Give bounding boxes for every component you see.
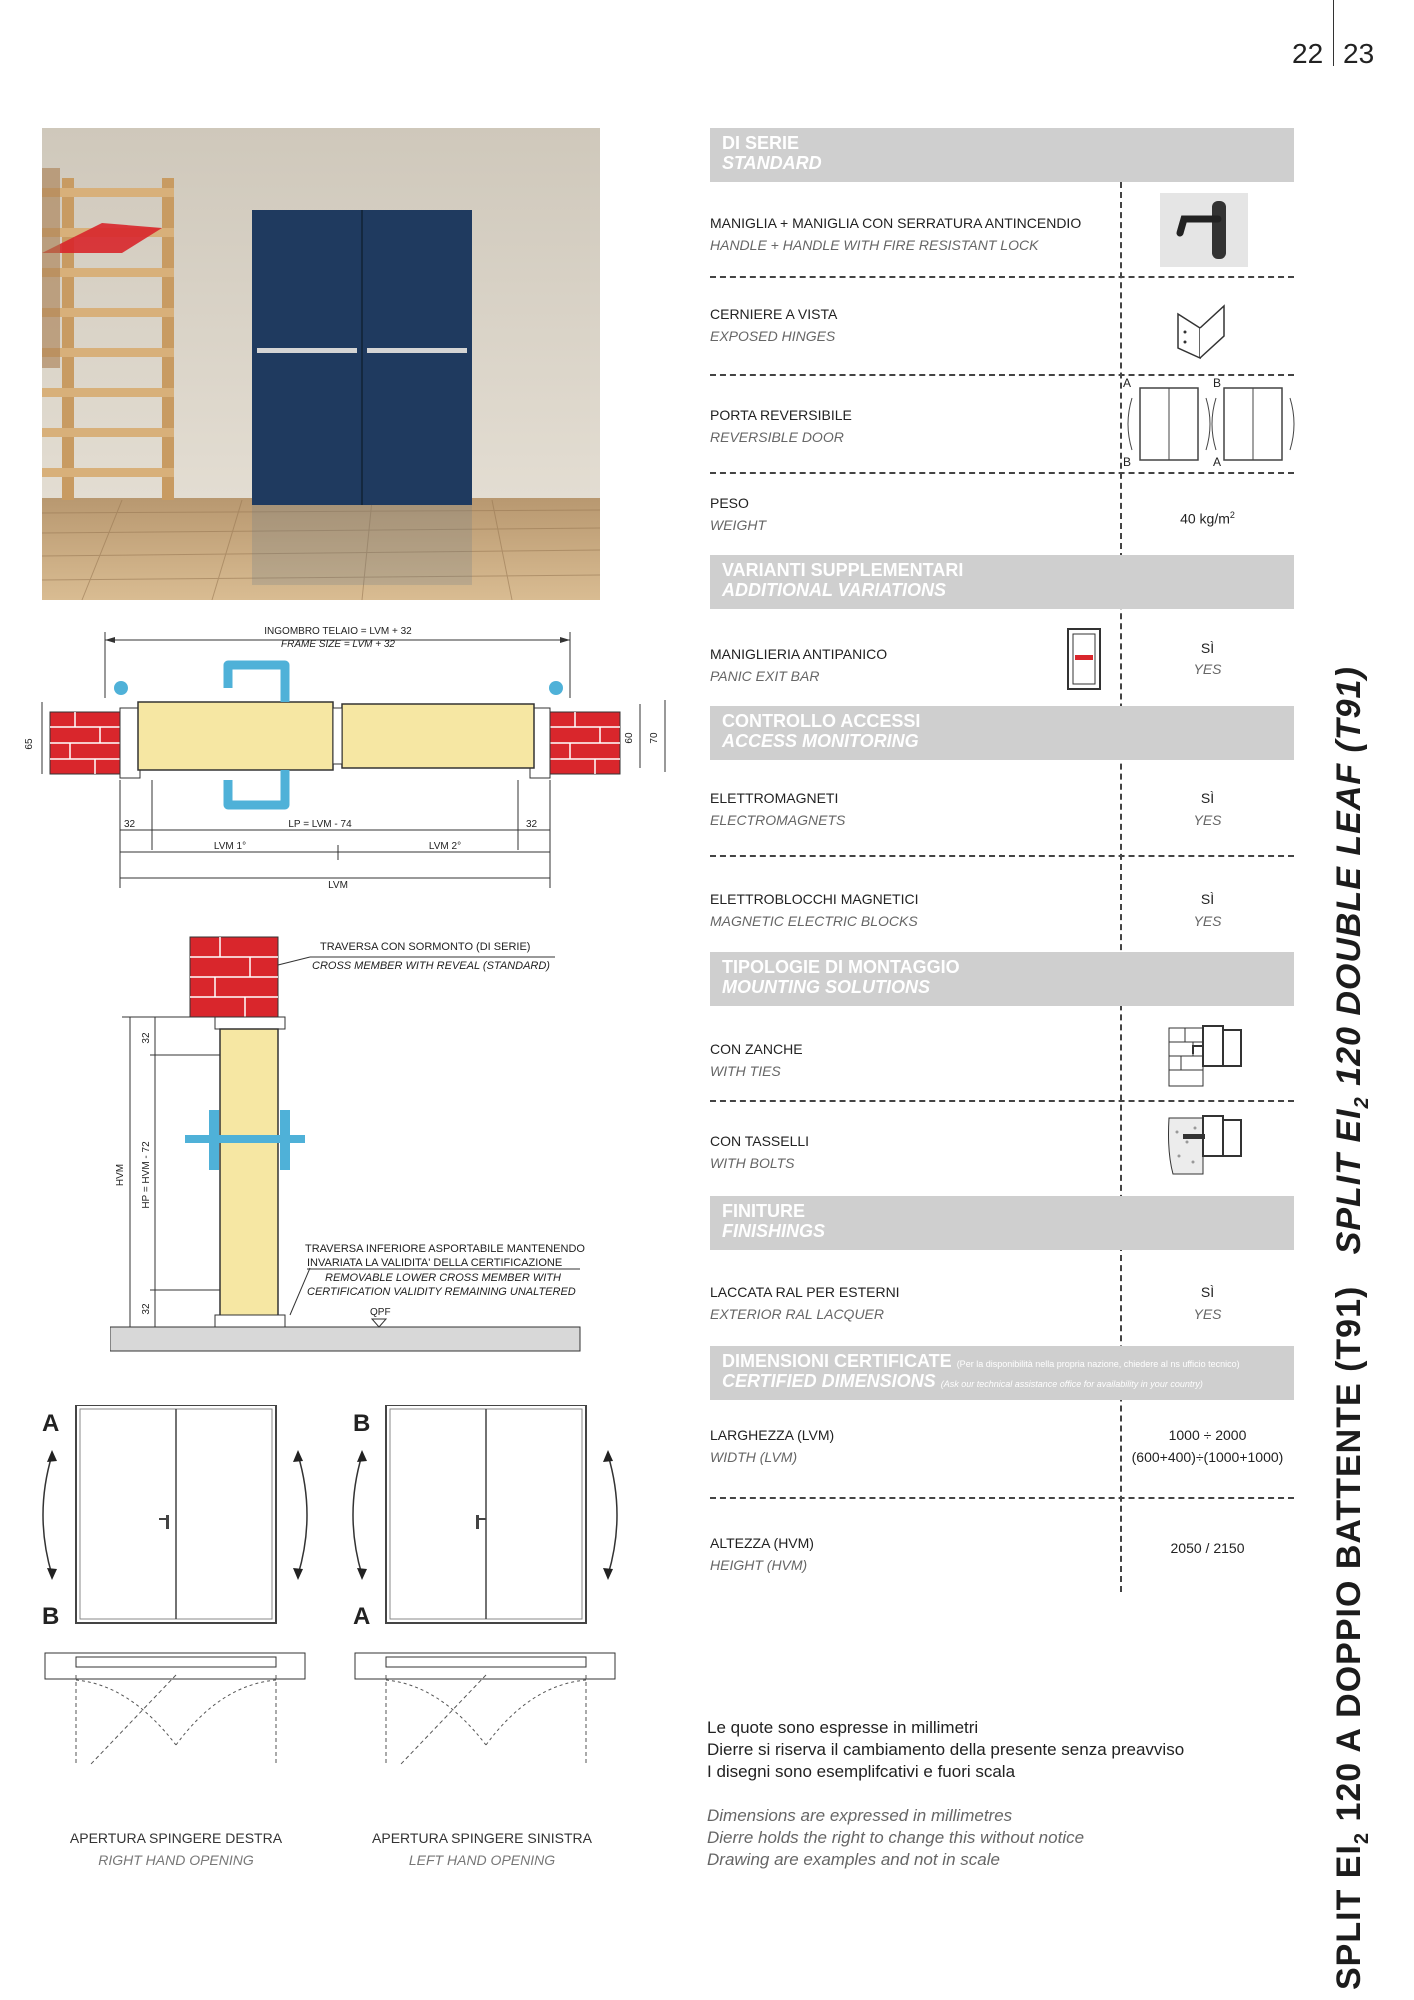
lacquer-value-en: YES	[1193, 1306, 1222, 1322]
row-height-it: ALTEZZA (HVM)	[710, 1535, 814, 1551]
row-reversible-it: PORTA REVERSIBILE	[710, 407, 852, 423]
dim-65: 65	[24, 738, 35, 750]
vertical-section-drawing	[110, 935, 630, 1355]
panic-bar-icon	[1066, 627, 1102, 691]
electromagnets-value-it: SÌ	[1200, 790, 1215, 806]
weight-value: 40 $kg/m^2$	[1180, 510, 1235, 527]
row-hinges-it: CERNIERE A VISTA	[710, 306, 838, 322]
electroblocks-value-en: YES	[1193, 913, 1222, 929]
product-title-vertical: SPLIT $EI_2$ 120 A DOPPIO BATTENTE (T91) SPLIT $EI_2$ 120 DOUBLE LEAF (T91)	[1330, 666, 1373, 1990]
brick-wall-top	[190, 937, 278, 1017]
dim-32-right: 32	[526, 819, 538, 830]
height-value: 2050 / 2150	[1170, 1540, 1245, 1556]
ties-icon	[1165, 1022, 1245, 1092]
right-hand-opening-drawing	[40, 1405, 330, 1805]
bottom-cross-en2: CERTIFICATION VALIDITY REMAINING UNALTERED	[307, 1286, 576, 1298]
right-opening-caption-en: RIGHT HAND OPENING	[98, 1852, 254, 1868]
row-divider	[710, 855, 1294, 857]
reversible-label-a2: A	[1213, 455, 1222, 469]
plan-section-drawing	[20, 620, 700, 890]
section-finishings: FINITURE FINISHINGS	[710, 1196, 1294, 1250]
dim-60: 60	[624, 732, 635, 744]
page-number-divider	[1333, 0, 1334, 66]
bottom-cross-it1: TRAVERSA INFERIORE ASPORTABILE MANTENENDO	[305, 1243, 585, 1255]
row-lacquer-it: LACCATA RAL PER ESTERNI	[710, 1284, 900, 1300]
row-electroblocks-it: ELETTROBLOCCHI MAGNETICI	[710, 891, 919, 907]
row-ties-en: WITH TIES	[710, 1063, 781, 1079]
row-hinges-en: EXPOSED HINGES	[710, 328, 836, 344]
footer-note-it-2: Dierre si riserva il cambiamento della presente senza preavviso	[707, 1740, 1185, 1759]
page-number-right: 23	[1343, 38, 1375, 69]
reversible-door-icon	[1120, 378, 1300, 468]
footer-note-en-1: Dimensions are expressed in millimetres	[707, 1806, 1013, 1825]
frame-dim-it: INGOMBRO TELAIO = LVM + 32	[264, 626, 412, 637]
row-handle-it: MANIGLIA + MANIGLIA CON SERRATURA ANTINCENDIO	[710, 215, 1082, 231]
product-photo	[42, 128, 600, 600]
row-lacquer-en: EXTERIOR RAL LACQUER	[710, 1306, 885, 1322]
dim-hvm: HVM	[115, 1163, 126, 1187]
frame-dim-en: FRAME SIZE = LVM + 32	[281, 639, 395, 650]
dim-lvm: LVM	[328, 880, 348, 890]
section-access: CONTROLLO ACCESSI ACCESS MONITORING	[710, 706, 1294, 760]
dim-lvm2: LVM 2°	[428, 841, 462, 852]
row-divider	[710, 1100, 1294, 1102]
dim-32-bottom: 32	[141, 1303, 152, 1315]
panic-value-en: YES	[1193, 661, 1222, 677]
brick-wall-right	[550, 712, 620, 774]
reversible-label-b2: B	[1213, 376, 1222, 390]
left-hand-opening-drawing	[350, 1405, 640, 1805]
left-opening-caption-en: LEFT HAND OPENING	[408, 1852, 556, 1868]
row-width-en: WIDTH (LVM)	[710, 1449, 798, 1465]
row-weight-it: PESO	[710, 495, 749, 511]
opening-left-bottom-letter: A	[353, 1603, 371, 1630]
opening-left-top-letter: B	[353, 1410, 371, 1437]
row-handle-en: HANDLE + HANDLE WITH FIRE RESISTANT LOCK	[710, 237, 1039, 253]
row-weight-en: WEIGHT	[710, 517, 766, 533]
opening-right-bottom-letter: B	[42, 1603, 60, 1630]
footer-note-it-1: Le quote sono espresse in millimetri	[707, 1718, 979, 1737]
top-cross-it: TRAVERSA CON SORMONTO (DI SERIE)	[320, 941, 531, 953]
reversible-label-a1: A	[1123, 376, 1132, 390]
reversible-label-b1: B	[1123, 455, 1132, 469]
hinge-icon	[1170, 292, 1230, 362]
bottom-cross-en1: REMOVABLE LOWER CROSS MEMBER WITH	[325, 1272, 561, 1284]
dim-32-top: 32	[141, 1032, 152, 1044]
right-opening-caption-it: APERTURA SPINGERE DESTRA	[69, 1830, 283, 1846]
brick-wall-left	[50, 712, 120, 774]
lacquer-value-it: SÌ	[1200, 1284, 1215, 1300]
row-panic-en: PANIC EXIT BAR	[710, 668, 820, 684]
row-width-it: LARGHEZZA (LVM)	[710, 1427, 835, 1443]
left-opening-caption-it: APERTURA SPINGERE SINISTRA	[372, 1830, 592, 1846]
opening-right-top-letter: A	[42, 1410, 60, 1437]
width-value-leaves: (600+400)÷(1000+1000)	[1131, 1449, 1284, 1465]
page-number-left: 22	[1292, 38, 1324, 69]
section-mounting: TIPOLOGIE DI MONTAGGIO MOUNTING SOLUTIONS	[710, 952, 1294, 1006]
row-divider	[710, 374, 1294, 376]
electroblocks-value-it: SÌ	[1200, 891, 1215, 907]
dim-32-left: 32	[124, 819, 136, 830]
footer-note-it-3: I disegni sono esemplifcativi e fuori scala	[707, 1762, 1016, 1781]
row-divider	[710, 1497, 1294, 1499]
row-bolts-en: WITH BOLTS	[710, 1155, 795, 1171]
dim-70: 70	[649, 732, 660, 744]
panic-value-it: SÌ	[1200, 640, 1215, 656]
row-bolts-it: CON TASSELLI	[710, 1133, 810, 1149]
width-value-range: 1000 ÷ 2000	[1168, 1427, 1247, 1443]
row-reversible-en: REVERSIBLE DOOR	[710, 429, 844, 445]
section-variations: VARIANTI SUPPLEMENTARI ADDITIONAL VARIATIONS	[710, 555, 1294, 609]
footer-note-en-2: Dierre holds the right to change this without notice	[707, 1828, 1085, 1847]
qpf-label: QPF	[370, 1307, 391, 1318]
row-electromagnets-it: ELETTROMAGNETI	[710, 790, 839, 806]
footer-note-en-3: Drawing are examples and not in scale	[707, 1850, 1000, 1869]
bolts-icon	[1165, 1112, 1245, 1182]
row-divider	[710, 472, 1294, 474]
dim-hp: HP = HVM - 72	[141, 1141, 152, 1209]
row-height-en: HEIGHT (HVM)	[710, 1557, 808, 1573]
top-cross-en: CROSS MEMBER WITH REVEAL (STANDARD)	[312, 960, 550, 972]
bottom-cross-it2: INVARIATA LA VALIDITA' DELLA CERTIFICAZIONE	[307, 1257, 563, 1269]
electromagnets-value-en: YES	[1193, 812, 1222, 828]
row-divider	[710, 276, 1294, 278]
handle-lock-icon	[1160, 193, 1248, 267]
section-dimensions: DIMENSIONI CERTIFICATE (Per la disponibilità nella propria nazione, chiedere al ns ufficio tecnico) CERTIFIED DIMENSIONS (Ask our technical assistance office for availability in your country)	[710, 1346, 1294, 1400]
section-standard: DI SERIE STANDARD	[710, 128, 1294, 182]
row-panic-it: MANIGLIERIA ANTIPANICO	[710, 646, 888, 662]
row-ties-it: CON ZANCHE	[710, 1041, 803, 1057]
row-electromagnets-en: ELECTROMAGNETS	[710, 812, 846, 828]
row-electroblocks-en: MAGNETIC ELECTRIC BLOCKS	[710, 913, 918, 929]
dim-lvm1: LVM 1°	[213, 841, 247, 852]
dim-lp: LP = LVM - 74	[288, 819, 352, 830]
